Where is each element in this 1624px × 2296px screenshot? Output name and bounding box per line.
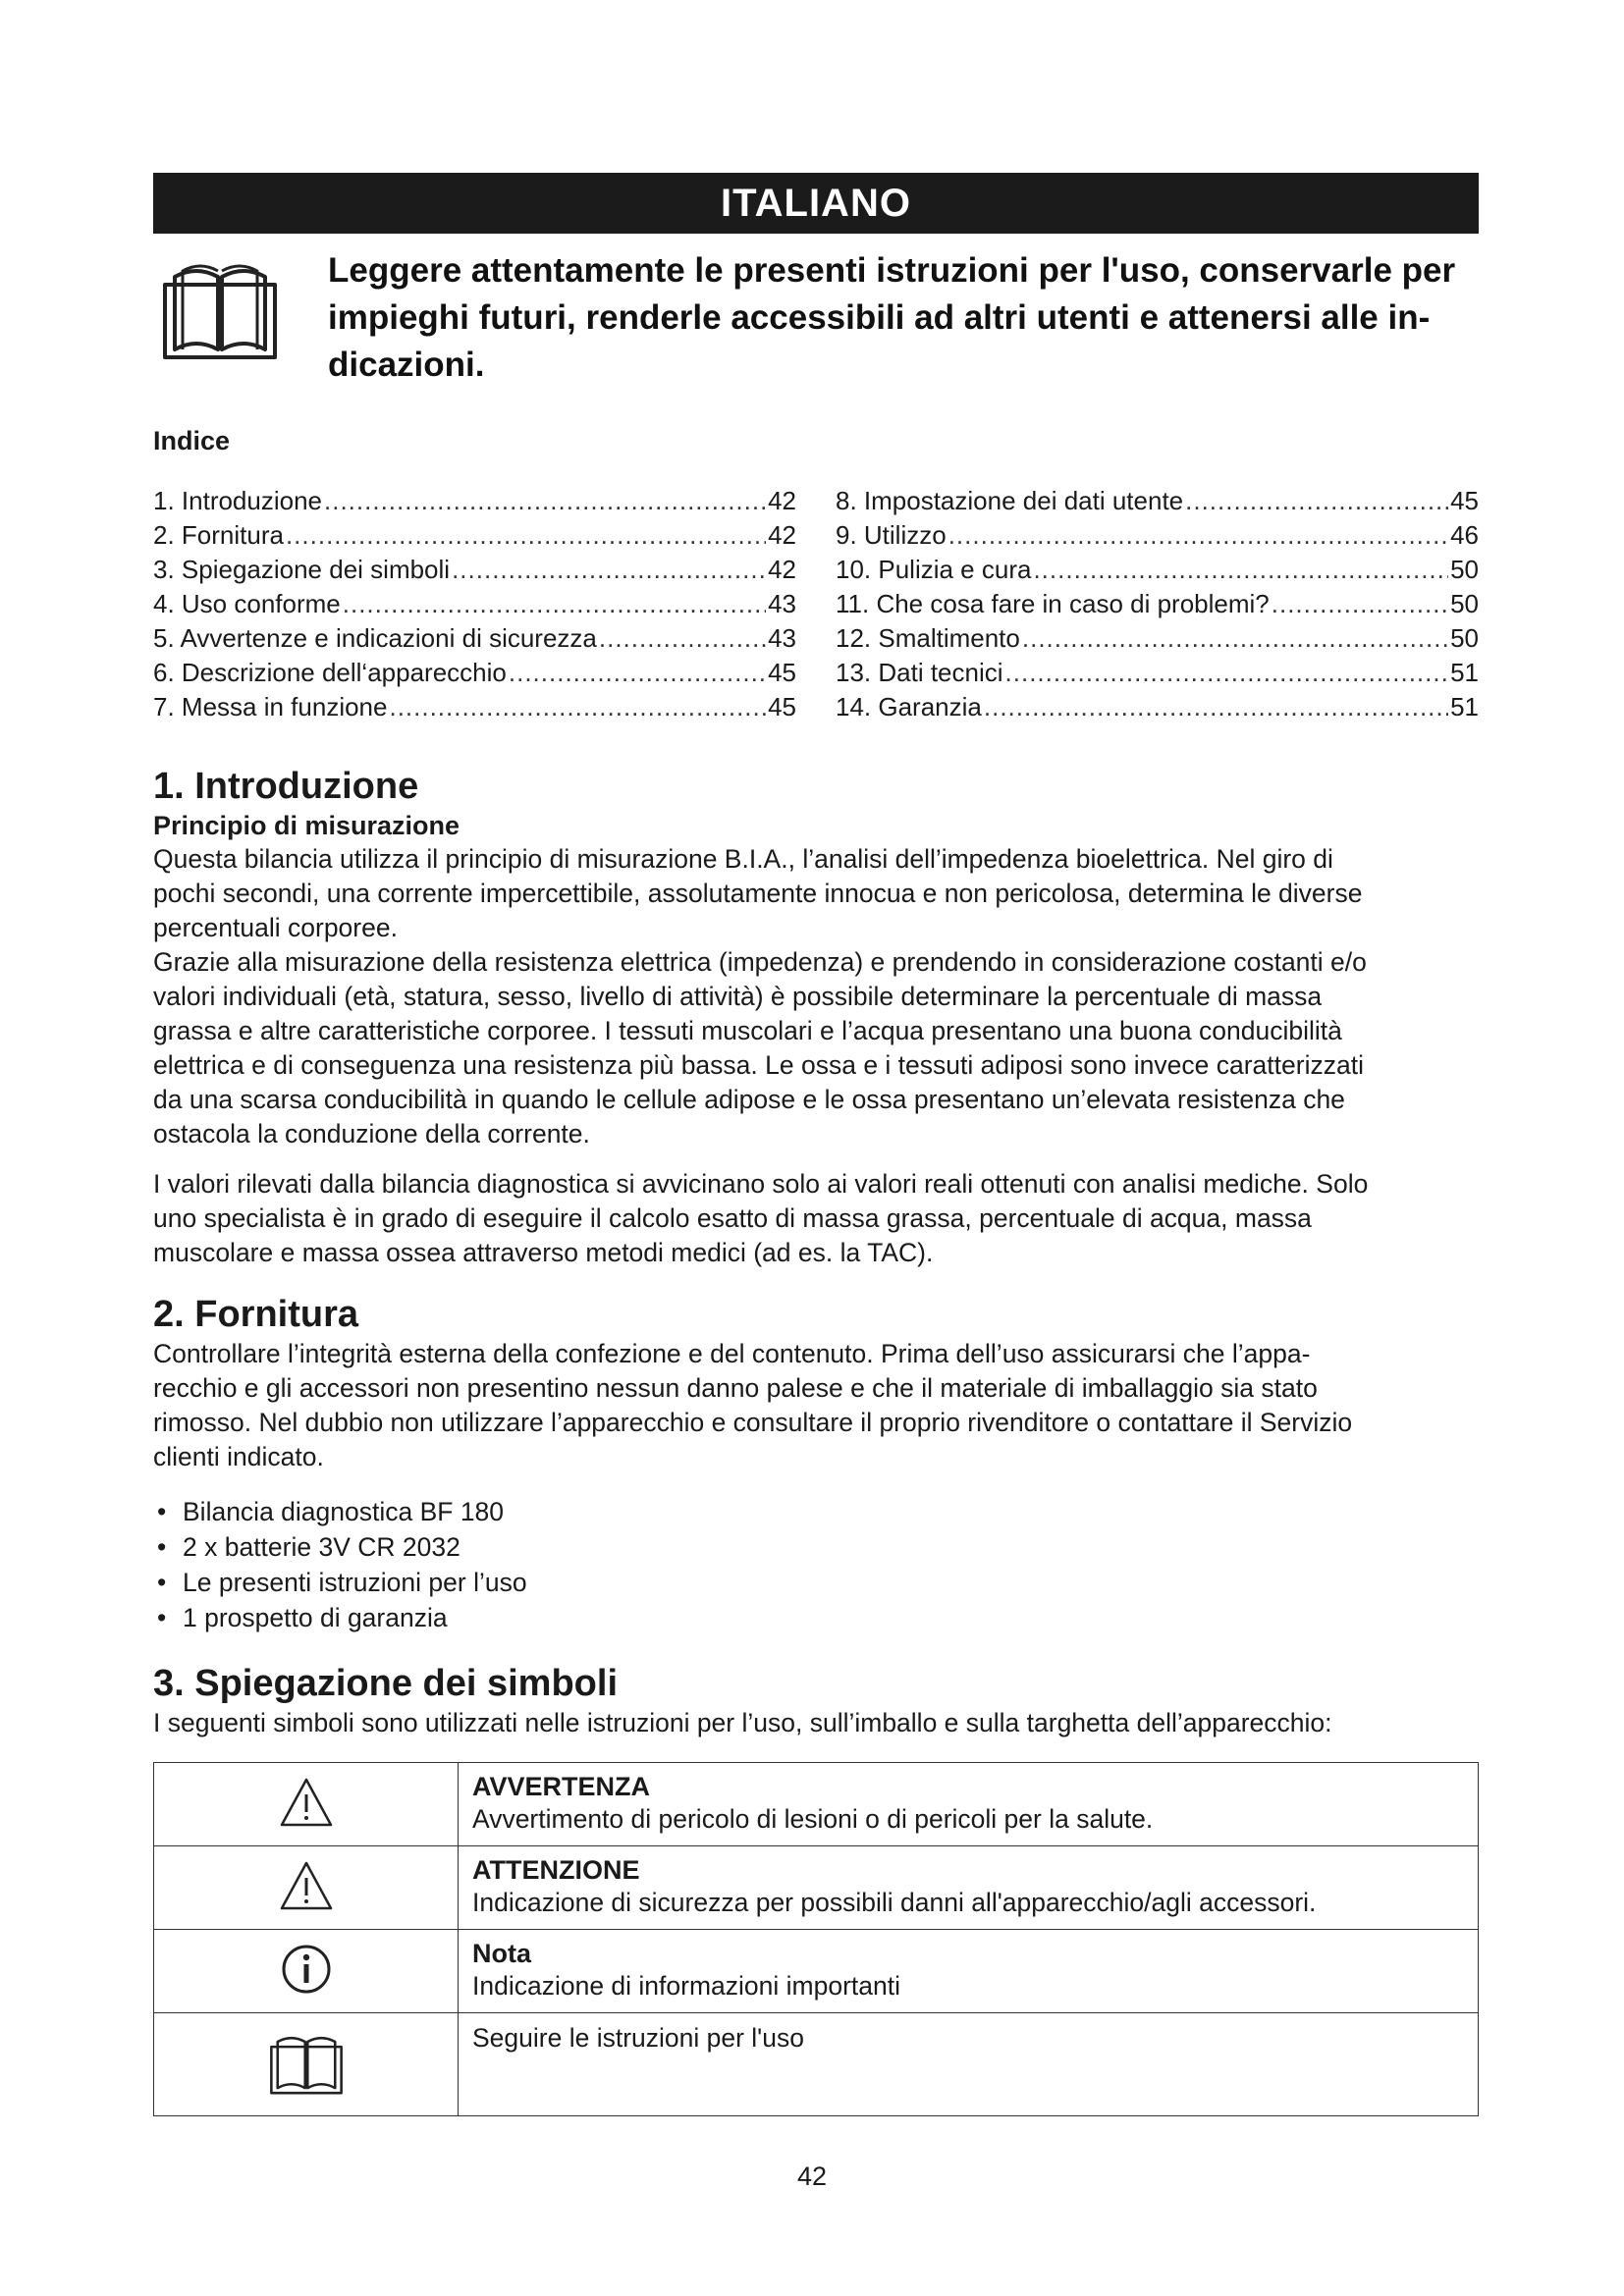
toc-leader-dots (1185, 484, 1448, 518)
page-number: 42 (796, 2162, 828, 2191)
toc-entry-label: 8. Impostazione dei dati utente (836, 486, 1184, 515)
toc-entry (153, 656, 796, 690)
toc-entry-page: 43 (768, 589, 796, 618)
text-line: Grazie alla misurazione della resistenza elettrica (impedenza) e prendendo in considerazione costanti e/o (153, 947, 1367, 977)
list-item: • Le presenti istruzioni per l’uso (153, 1565, 1479, 1600)
toc-entry (153, 484, 796, 518)
book-icon (161, 255, 279, 363)
symbol-icon-cell (154, 2013, 459, 2116)
toc-title: Indice (153, 426, 231, 455)
section-title: 3. Spiegazione dei simboli (153, 1663, 618, 1704)
toc-entry (836, 656, 1479, 690)
text-line: Questa bilancia utilizza il principio di misurazione B.I.A., l’analisi dell’impedenza bioelettrica. Nel giro di (153, 844, 1333, 874)
toc-entry-page: 45 (768, 692, 796, 721)
symbol-title: ATTENZIONE (472, 1855, 640, 1885)
symbol-title: Nota (472, 1939, 531, 1968)
toc-entry-page: 42 (768, 555, 796, 584)
paragraph (153, 1167, 1479, 1270)
section-fornitura (153, 1292, 1479, 1635)
text-line: muscolare e massa ossea attraverso metodi medici (ad es. la TAC). (153, 1238, 934, 1267)
symbol-text-cell (459, 1763, 1479, 1846)
toc-entry (836, 621, 1479, 656)
toc-entry (153, 553, 796, 587)
warning-triangle-icon (279, 1777, 334, 1828)
toc-entry-label: 5. Avvertenze e indicazioni di sicurezza (153, 623, 597, 653)
toc-leader-dots (948, 518, 1448, 553)
toc-leader-dots (599, 621, 766, 656)
toc-entry-label: 7. Messa in funzione (153, 692, 388, 721)
table-row (154, 2013, 1479, 2116)
toc-leader-dots (389, 690, 766, 724)
section-simboli (153, 1661, 1479, 2116)
toc-entry-page: 51 (1450, 658, 1479, 687)
paragraph (153, 1337, 1479, 1474)
text-line: elettrica e di conseguenza una resistenza più bassa. Le ossa e i tessuti adiposi sono invece caratterizzati (153, 1050, 1364, 1080)
text-line: clienti indicato. (153, 1442, 324, 1471)
toc-entry-page: 50 (1450, 623, 1479, 653)
toc-entry (836, 587, 1479, 621)
symbol-title: AVVERTENZA (472, 1772, 651, 1801)
symbol-icon-cell (154, 1846, 459, 1930)
toc-entry-label: 9. Utilizzo (836, 520, 947, 550)
text-line: percentuali corporee. (153, 913, 398, 942)
text-line: I valori rilevati dalla bilancia diagnostica si avvicinano solo ai valori reali ottenuti con analisi mediche. Solo (153, 1169, 1369, 1199)
book-icon (262, 2028, 351, 2097)
toc-entry-label: 4. Uso conforme (153, 589, 341, 618)
symbol-description: Indicazione di sicurezza per possibili danni all'apparecchio/agli accessori. (472, 1888, 1317, 1917)
text-line: recchio e gli accessori non presentino nessun danno palese e che il materiale di imballaggio sia stato (153, 1373, 1318, 1403)
toc-entry-label: 11. Che cosa fare in caso di problemi? (836, 589, 1270, 618)
language-header: ITALIANO (153, 173, 1479, 234)
toc-leader-dots (343, 587, 766, 621)
toc-leader-dots (1033, 553, 1448, 587)
section-intro: I seguenti simboli sono utilizzati nelle istruzioni per l’uso, sull’imballo e sulla targhetta dell’apparecchio: (153, 1708, 1332, 1737)
text-line: uno specialista è in grado di eseguire il calcolo esatto di massa grassa, percentuale di acqua, massa (153, 1203, 1312, 1233)
symbols-table (153, 1762, 1479, 2116)
toc-entry-page: 45 (768, 658, 796, 687)
warning-triangle-icon (279, 1860, 334, 1911)
symbol-text-cell (459, 1846, 1479, 1930)
delivery-list (153, 1494, 1479, 1635)
toc-entry-label: 1. Introduzione (153, 486, 323, 515)
text-line: da una scarsa conducibilità in quando le cellule adipose e le ossa presentano un’elevata resistenza che (153, 1085, 1345, 1114)
toc-entry-page: 42 (768, 486, 796, 515)
text-line: Controllare l’integrità esterna della confezione e del contenuto. Prima dell’uso assicurarsi che l’appa- (153, 1339, 1311, 1368)
toc-leader-dots (286, 518, 766, 553)
toc-entry-page: 50 (1450, 589, 1479, 618)
table-row (154, 1846, 1479, 1930)
toc-leader-dots (984, 690, 1448, 724)
toc-entry-label: 10. Pulizia e cura (836, 555, 1032, 584)
toc-entry-page: 50 (1450, 555, 1479, 584)
intro-line: impieghi futuri, renderle accessibili ad altri utenti e attenersi alle in- (328, 298, 1431, 337)
symbol-text-cell (459, 1930, 1479, 2013)
toc-entry (836, 553, 1479, 587)
symbol-icon-cell (154, 1930, 459, 2013)
symbol-description: Seguire le istruzioni per l'uso (472, 2023, 804, 2053)
toc-entry (836, 518, 1479, 553)
table-of-contents (153, 484, 1479, 724)
text-line: pochi secondi, una corrente impercettibile, assolutamente innocua e non pericolosa, determina le diverse (153, 879, 1363, 908)
symbol-text-cell (459, 2013, 1479, 2116)
read-instructions-notice (153, 247, 1479, 389)
section-title: 1. Introduzione (153, 766, 419, 807)
toc-entry-label: 3. Spiegazione dei simboli (153, 555, 451, 584)
toc-left-column (153, 484, 796, 724)
list-item: • 2 x batterie 3V CR 2032 (153, 1529, 1479, 1565)
toc-leader-dots (1022, 621, 1448, 656)
toc-entry-label: 2. Fornitura (153, 520, 284, 550)
info-circle-icon (280, 1943, 333, 1996)
toc-entry-label: 6. Descrizione dell‘apparecchio (153, 658, 507, 687)
toc-entry-page: 51 (1450, 692, 1479, 721)
table-row (154, 1930, 1479, 2013)
toc-leader-dots (509, 656, 766, 690)
toc-entry (153, 621, 796, 656)
symbol-description: Avvertimento di pericolo di lesioni o di pericoli per la salute. (472, 1804, 1154, 1834)
symbol-description: Indicazione di informazioni importanti (472, 1971, 900, 2001)
toc-leader-dots (324, 484, 766, 518)
table-row (154, 1763, 1479, 1846)
toc-entry (836, 690, 1479, 724)
toc-entry (153, 518, 796, 553)
text-line: grassa e altre caratteristiche corporee. I tessuti muscolari e l’acqua presentano una buona conducibilità (153, 1016, 1342, 1045)
toc-entry-page: 46 (1450, 520, 1479, 550)
toc-entry-page: 45 (1450, 486, 1479, 515)
section-subtitle: Principio di misurazione (153, 811, 460, 840)
toc-right-column (836, 484, 1479, 724)
text-line: ostacola la conduzione della corrente. (153, 1119, 590, 1148)
toc-leader-dots (452, 553, 766, 587)
toc-entry-page: 43 (768, 623, 796, 653)
toc-entry-page: 42 (768, 520, 796, 550)
list-item: • Bilancia diagnostica BF 180 (153, 1494, 1479, 1529)
toc-entry (836, 484, 1479, 518)
toc-entry-label: 13. Dati tecnici (836, 658, 1003, 687)
section-title: 2. Fornitura (153, 1294, 359, 1335)
toc-entry (153, 587, 796, 621)
list-item: • 1 prospetto di garanzia (153, 1600, 1479, 1635)
intro-line: dicazioni. (328, 346, 485, 384)
symbol-icon-cell (154, 1763, 459, 1846)
toc-leader-dots (1005, 656, 1449, 690)
intro-line: Leggere attentamente le presenti istruzioni per l'uso, conservarle per (328, 251, 1456, 290)
text-line: rimosso. Nel dubbio non utilizzare l’apparecchio e consultare il proprio rivenditore o contattare il Servizio (153, 1408, 1353, 1437)
text-line: valori individuali (età, statura, sesso, livello di attività) è possibile determinare la percentuale di massa (153, 982, 1323, 1011)
section-introduzione (153, 764, 1479, 1270)
toc-entry-label: 12. Smaltimento (836, 623, 1020, 653)
paragraph (153, 842, 1479, 1151)
toc-leader-dots (1272, 587, 1448, 621)
toc-entry (153, 690, 796, 724)
manual-page (153, 173, 1479, 2116)
intro-notice-text (328, 247, 1455, 389)
toc-entry-label: 14. Garanzia (836, 692, 982, 721)
